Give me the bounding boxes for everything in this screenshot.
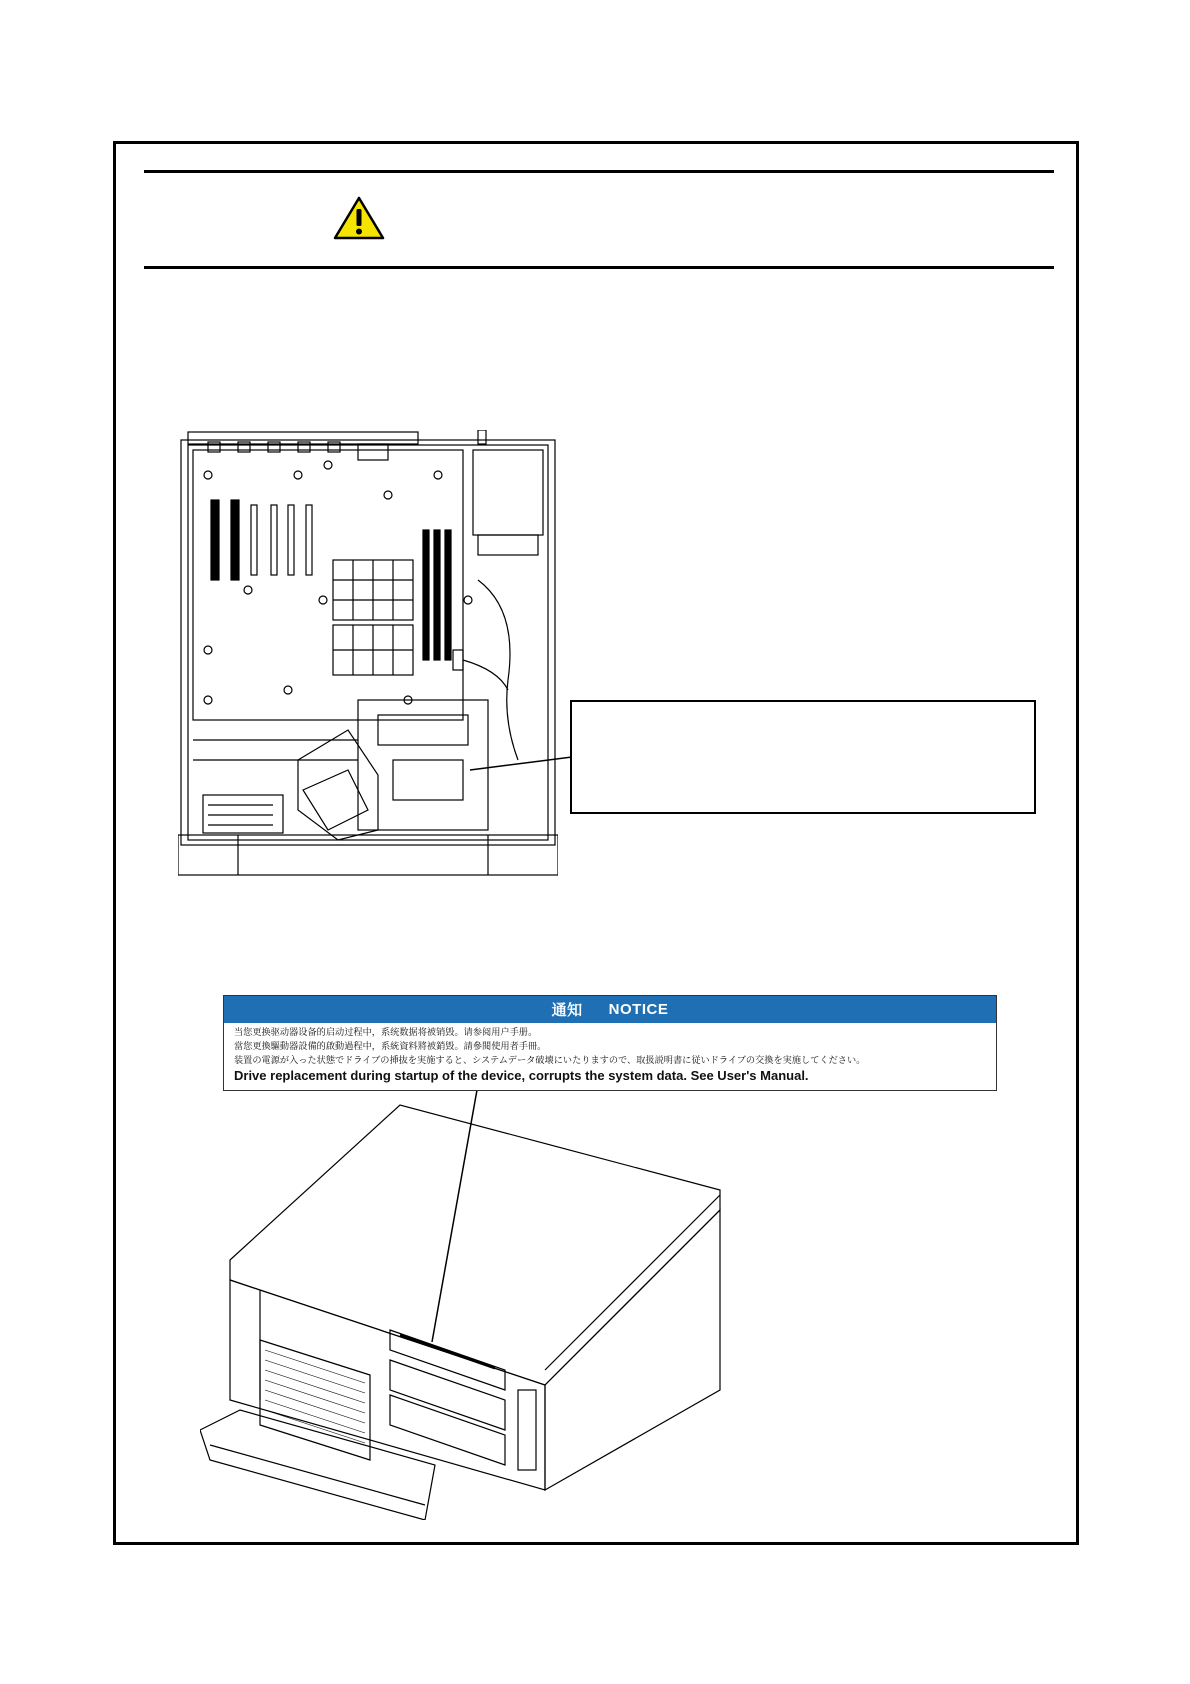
notice-label bbox=[223, 995, 997, 1091]
notice-title-jp: 通知 bbox=[551, 1002, 583, 1019]
notice-title-en: NOTICE bbox=[608, 1001, 669, 1018]
notice-line-en: Drive replacement during startup of the device, corrupts the system data. See User's Manual. bbox=[234, 1068, 809, 1083]
callout-box bbox=[570, 700, 1036, 814]
notice-body bbox=[224, 1023, 996, 1084]
notice-line-ja: 装置の電源が入った状態でドライブの挿抜を実施すると、システムデータ破壊にいたりますので、取扱説明書に従いドライブの交換を実施してください。 bbox=[234, 1055, 866, 1066]
notice-line-zh-tw: 當您更換驅動器設備的啟動過程中，系統資料將被銷毀。請參閱使用者手冊。 bbox=[234, 1041, 547, 1052]
notice-header bbox=[224, 996, 996, 1023]
notice-line-zh-cn: 当您更换驱动器设备的启动过程中，系统数据将被销毁。请参阅用户手册。 bbox=[234, 1027, 538, 1038]
device-perspective-illustration bbox=[200, 1100, 740, 1520]
